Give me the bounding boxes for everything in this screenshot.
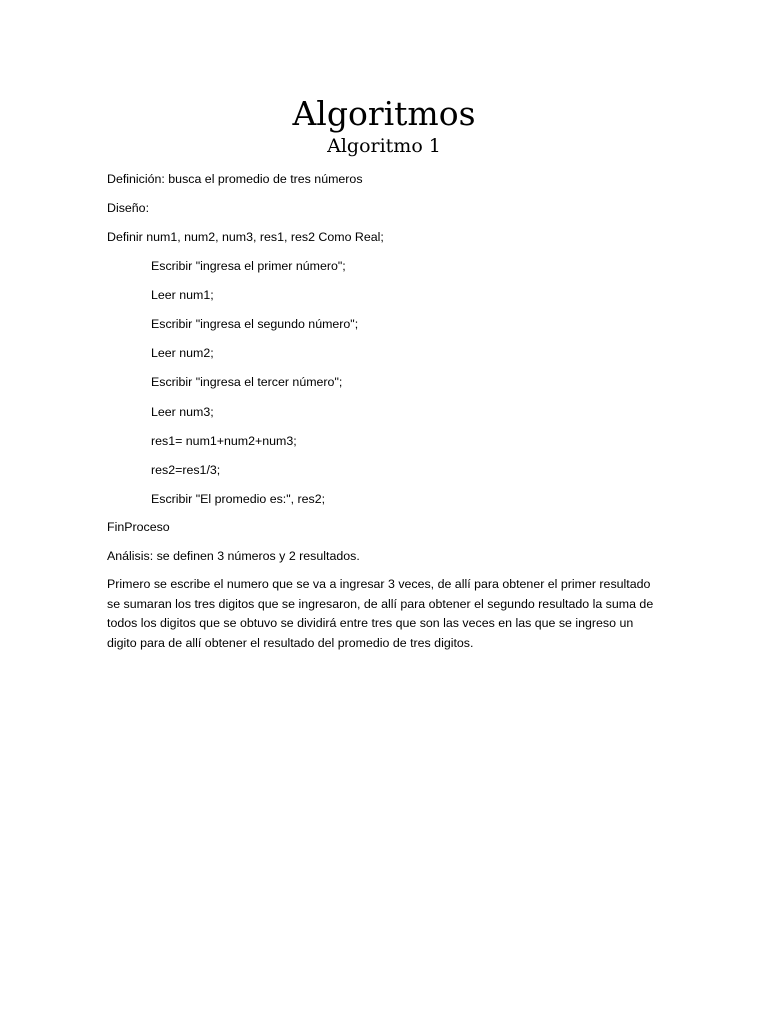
paragraph-line: se sumaran los tres digitos que se ingresaron, de allí para obtener el segundo resultado la suma de xyxy=(107,596,654,611)
paragraph-line: todos los digitos que se obtuvo se dividirá entre tres que son las veces en las que se ingreso un xyxy=(107,616,634,631)
code-line: Leer num1; xyxy=(151,288,214,302)
code-line: res1= num1+num2+num3; xyxy=(151,434,297,448)
design-label: Diseño: xyxy=(107,201,150,215)
code-line: Escribir "El promedio es:", res2; xyxy=(151,492,326,506)
code-line: Escribir "ingresa el primer número"; xyxy=(151,259,346,273)
document-title: Algoritmos xyxy=(292,94,476,133)
code-line: res2=res1/3; xyxy=(151,463,221,477)
code-line: Leer num3; xyxy=(151,405,214,419)
code-line: FinProceso xyxy=(107,520,170,534)
code-line: Escribir "ingresa el segundo número"; xyxy=(151,317,359,331)
explanation-paragraph xyxy=(107,575,667,653)
code-line: Definir num1, num2, num3, res1, res2 Como Real; xyxy=(107,230,384,244)
paragraph-line: digito para de allí obtener el resultado del promedio de tres digitos. xyxy=(107,635,474,650)
document-subtitle: Algoritmo 1 xyxy=(327,135,441,157)
paragraph-line: Primero se escribe el numero que se va a ingresar 3 veces, de allí para obtener el primer resultado xyxy=(107,577,651,591)
code-line: Leer num2; xyxy=(151,346,214,360)
analysis-text: Análisis: se definen 3 números y 2 resultados. xyxy=(107,549,360,563)
code-line: Escribir "ingresa el tercer número"; xyxy=(151,375,343,389)
definition-text: Definición: busca el promedio de tres números xyxy=(107,172,363,186)
